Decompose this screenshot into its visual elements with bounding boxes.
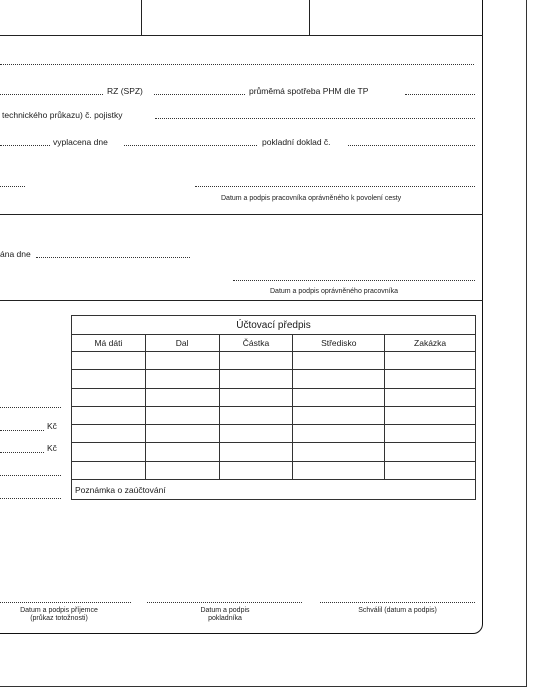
- table-cell[interactable]: [72, 406, 146, 424]
- settlement-field[interactable]: [0, 475, 61, 476]
- cashier-signature-caption: Datum a podpis pokladníka: [200, 607, 250, 622]
- receipt-number-field[interactable]: [348, 145, 475, 146]
- table-row: [72, 461, 476, 479]
- accounting-note[interactable]: Poznámka o zaúčtování: [72, 480, 476, 500]
- table-row: [72, 443, 476, 461]
- header-cell-divider: [309, 0, 310, 35]
- table-cell[interactable]: [145, 425, 219, 443]
- submitted-label: ána dne: [0, 249, 31, 259]
- paid-label: vyplacena dne: [53, 137, 108, 147]
- table-cell[interactable]: [385, 406, 476, 424]
- currency-label: Kč: [47, 421, 57, 431]
- table-cell[interactable]: [72, 425, 146, 443]
- insurance-field[interactable]: [155, 118, 475, 119]
- paid-date-field[interactable]: [124, 145, 257, 146]
- dotted-line: [0, 64, 474, 65]
- accounting-table: [71, 315, 476, 500]
- table-cell[interactable]: [385, 370, 476, 388]
- table-cell[interactable]: [145, 461, 219, 479]
- table-cell[interactable]: [219, 388, 293, 406]
- table-cell[interactable]: [293, 406, 385, 424]
- table-cell[interactable]: [293, 370, 385, 388]
- table-cell[interactable]: [293, 461, 385, 479]
- recipient-signature-caption: Datum a podpis příjemce (průkaz totožnosti): [20, 607, 98, 622]
- approval-signature-line-bottom[interactable]: [320, 602, 475, 603]
- table-row: [72, 388, 476, 406]
- table-cell[interactable]: [219, 370, 293, 388]
- rz-field[interactable]: [154, 94, 245, 95]
- table-row: [72, 425, 476, 443]
- column-header: Dal: [145, 335, 219, 352]
- table-cell[interactable]: [72, 388, 146, 406]
- consumption-field[interactable]: [405, 94, 475, 95]
- receipt-label: pokladní doklad č.: [262, 137, 331, 147]
- submitted-date-field[interactable]: [36, 257, 190, 258]
- table-cell[interactable]: [385, 388, 476, 406]
- settlement-field[interactable]: [0, 498, 61, 499]
- table-cell[interactable]: [72, 370, 146, 388]
- section-divider: [0, 35, 483, 36]
- column-header: Má dáti: [72, 335, 146, 352]
- table-cell[interactable]: [72, 352, 146, 370]
- table-cell[interactable]: [293, 388, 385, 406]
- table-cell[interactable]: [219, 352, 293, 370]
- table-cell[interactable]: [385, 443, 476, 461]
- rz-label: RZ (SPZ): [107, 86, 143, 96]
- report-signature-line[interactable]: [233, 280, 475, 281]
- settlement-amount-field[interactable]: [0, 452, 44, 453]
- table-cell[interactable]: [219, 406, 293, 424]
- accounting-title: Účtovací předpis: [72, 316, 476, 335]
- consumption-label: průměmá spotřeba PHM dle TP: [249, 86, 369, 96]
- section-divider: [0, 214, 483, 215]
- table-cell[interactable]: [219, 443, 293, 461]
- date-field[interactable]: [0, 186, 25, 187]
- table-cell[interactable]: [72, 443, 146, 461]
- cashier-signature-line[interactable]: [147, 602, 302, 603]
- page-edge-right: [526, 0, 527, 686]
- table-cell[interactable]: [145, 388, 219, 406]
- vehicle-type-field[interactable]: [0, 94, 103, 95]
- table-cell[interactable]: [72, 461, 146, 479]
- table-cell[interactable]: [219, 461, 293, 479]
- insurance-label: technického průkazu) č. pojistky: [2, 110, 123, 120]
- settlement-amount-field[interactable]: [0, 430, 44, 431]
- table-cell[interactable]: [293, 443, 385, 461]
- table-cell[interactable]: [293, 425, 385, 443]
- column-header: Zakázka: [385, 335, 476, 352]
- table-cell[interactable]: [293, 352, 385, 370]
- column-header: Částka: [219, 335, 293, 352]
- table-cell[interactable]: [385, 352, 476, 370]
- table-row: [72, 406, 476, 424]
- page-edge-bottom: [0, 686, 527, 687]
- section-divider: [0, 300, 483, 301]
- settlement-field[interactable]: [0, 407, 61, 408]
- column-header: Středisko: [293, 335, 385, 352]
- header-cell-divider: [141, 0, 142, 35]
- table-cell[interactable]: [145, 370, 219, 388]
- table-cell[interactable]: [385, 425, 476, 443]
- table-cell[interactable]: [385, 461, 476, 479]
- advance-field[interactable]: [0, 145, 50, 146]
- approved-signature-caption: Schválil (datum a podpis): [358, 607, 437, 614]
- table-cell[interactable]: [219, 425, 293, 443]
- table-row: [72, 370, 476, 388]
- report-signature-caption: Datum a podpis oprávněného pracovníka: [270, 288, 399, 295]
- approval-signature-caption: Datum a podpis pracovníka oprávněného k povolení cesty: [221, 195, 402, 202]
- approval-signature-line[interactable]: [195, 186, 475, 187]
- table-cell[interactable]: [145, 406, 219, 424]
- currency-label: Kč: [47, 443, 57, 453]
- recipient-signature-line[interactable]: [0, 602, 131, 603]
- table-cell[interactable]: [145, 443, 219, 461]
- table-row: [72, 352, 476, 370]
- table-cell[interactable]: [145, 352, 219, 370]
